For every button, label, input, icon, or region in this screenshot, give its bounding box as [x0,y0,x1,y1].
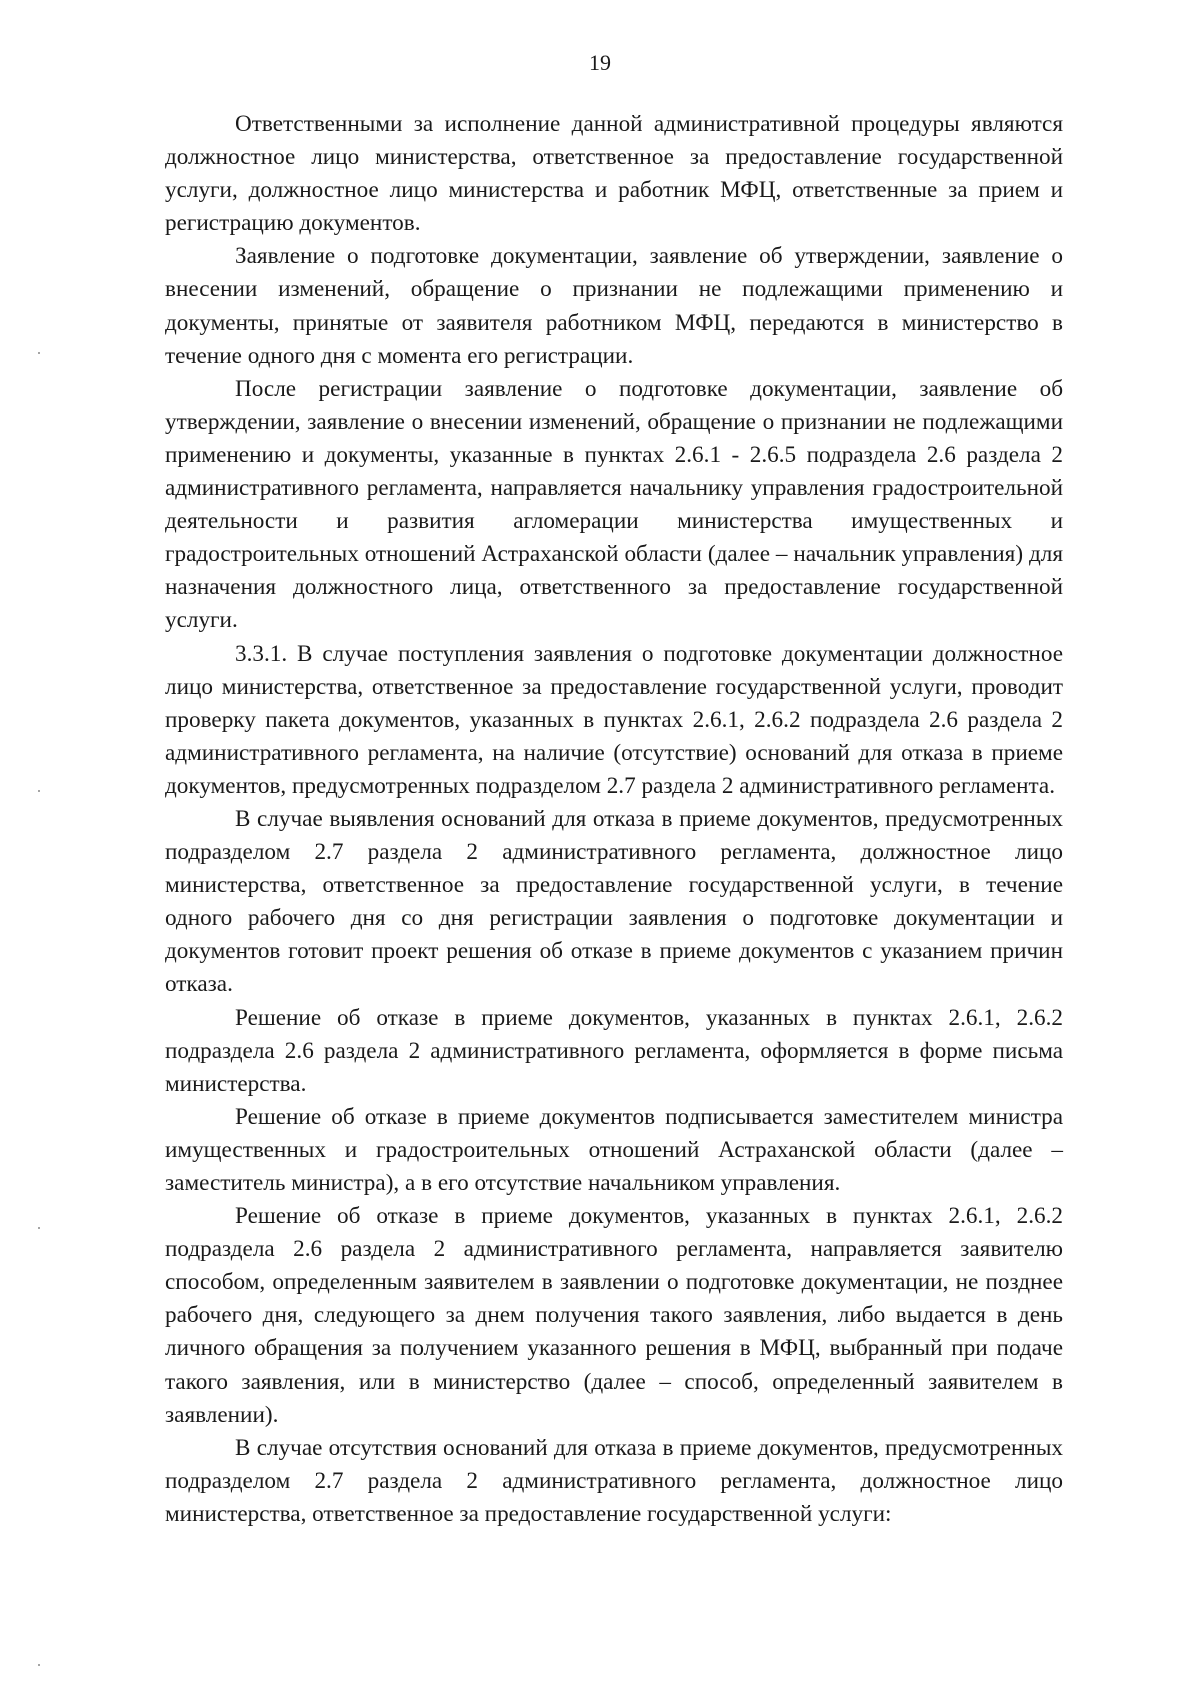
paragraph: Решение об отказе в приеме документов, указанных в пунктах 2.6.1, 2.6.2 подраздела 2.6 раздела 2 административного регламента, направляется заявителю способом, определенным заявителем в заявлении о подготовке документации, не позднее рабочего дня, следующего за днем получения такого заявления, либо выдается в день личного обращения за получением указанного решения в МФЦ, выбранный при подаче такого заявления, или в министерство (далее – способ, определенный заявителем в заявлении). [165,1203,1063,1428]
paragraph: Решение об отказе в приеме документов подписывается заместителем министра имущественных и градостроительных отношений Астраханской области (далее – заместитель министра), а в его отсутствие начальником управления. [165,1103,1063,1196]
paragraph: 3.3.1. В случае поступления заявления о подготовке документации должностное лицо министерства, ответственное за предоставление государственной услуги, проводит проверку пакета документов, указанных в пунктах 2.6.1, 2.6.2 подраздела 2.6 раздела 2 административного регламента, на наличие (отсутствие) оснований для отказа в приеме документов, предусмотренных подразделом 2.7 раздела 2 административного регламента. [165,640,1063,799]
paragraph: Ответственными за исполнение данной административной процедуры являются должностное лицо министерства, ответственное за предоставление государственной услуги, должностное лицо министерства и работник МФЦ, ответственные за прием и регистрацию документов. [165,111,1063,237]
paragraph: После регистрации заявление о подготовке документации, заявление об утверждении, заявление о внесении изменений, обращение о признании не подлежащими применению и документы, указанные в пунктах 2.6.1 - 2.6.5 подраздела 2.6 раздела 2 административного регламента, направляется начальнику управления градостроительной деятельности и развития агломерации министерства имущественных и градостроительных отношений Астраханской области (далее – начальник управления) для назначения должностного лица, ответственного за предоставление государственной услуги. [165,375,1063,634]
scan-speck [38,352,40,354]
scan-speck [38,1227,40,1229]
paragraph: В случае выявления оснований для отказа в приеме документов, предусмотренных подразделом 2.7 раздела 2 административного регламента, должностное лицо министерства, ответственное за предоставление государственной услуги, в течение одного рабочего дня со дня регистрации заявления о подготовке документации и документов готовит проект решения об отказе в приеме документов с указанием причин отказа. [165,805,1063,998]
page-number: 19 [589,50,611,75]
paragraph: В случае отсутствия оснований для отказа в приеме документов, предусмотренных подразделом 2.7 раздела 2 административного регламента, должностное лицо министерства, ответственное за предоставление государственной услуги: [165,1434,1063,1527]
scan-speck [38,790,40,792]
paragraph: Заявление о подготовке документации, заявление об утверждении, заявление о внесении изменений, обращение о признании не подлежащими применению и документы, принятые от заявителя работником МФЦ, передаются в министерство в течение одного дня с момента его регистрации. [165,243,1063,369]
paragraph: Решение об отказе в приеме документов, указанных в пунктах 2.6.1, 2.6.2 подраздела 2.6 раздела 2 административного регламента, оформляется в форме письма министерства. [165,1004,1063,1097]
scan-speck [38,1664,40,1666]
document-body [165,108,1063,1531]
